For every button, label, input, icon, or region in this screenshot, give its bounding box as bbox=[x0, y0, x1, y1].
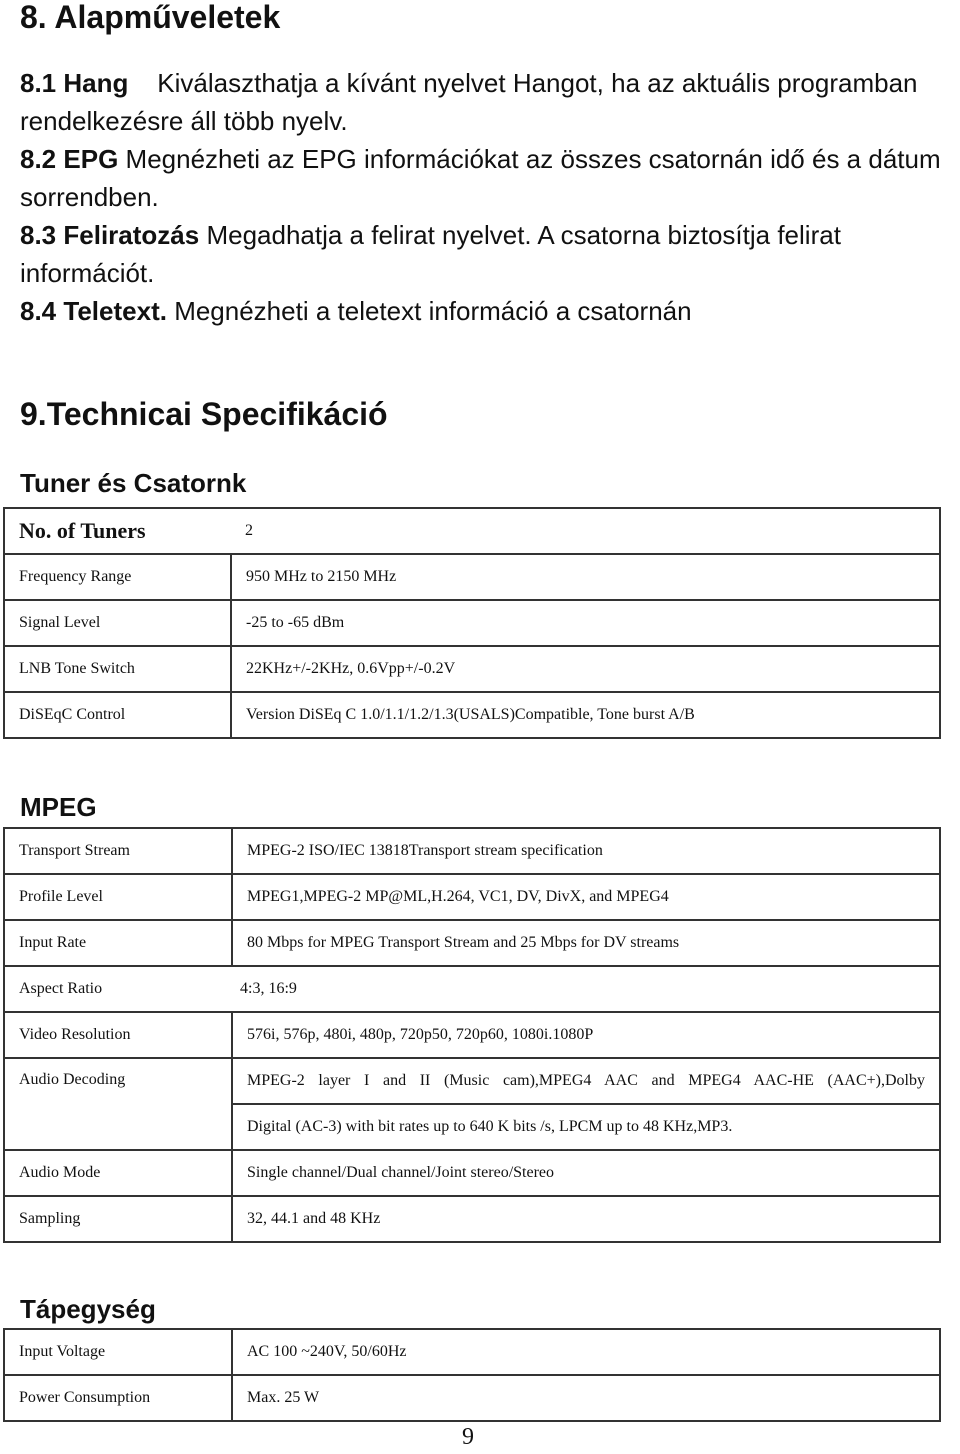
item-8-2: 8.2 EPG Megnézheti az EPG információkat az összes csatornán idő és a dátum bbox=[20, 144, 941, 174]
row-label: Profile Level bbox=[4, 874, 232, 920]
table-row bbox=[4, 1012, 940, 1058]
table-row bbox=[4, 1058, 940, 1150]
mpeg-table bbox=[3, 827, 941, 1243]
section-9-title: 9.Technicai Specifikáció bbox=[20, 396, 388, 432]
item-8-3-cont: információt. bbox=[20, 258, 155, 288]
item-8-2-cont: sorrendben. bbox=[20, 182, 159, 212]
tuner-table bbox=[3, 507, 941, 739]
table-row bbox=[4, 874, 940, 920]
table-row bbox=[4, 1150, 940, 1196]
row-value: 32, 44.1 and 48 KHz bbox=[232, 1196, 940, 1242]
row-label: Signal Level bbox=[4, 600, 231, 646]
tuner-heading: Tuner és Csatornk bbox=[20, 468, 247, 498]
row-label: Aspect Ratio bbox=[4, 966, 232, 1012]
row-label: Input Rate bbox=[4, 920, 232, 966]
table-row bbox=[4, 828, 940, 874]
table-row bbox=[4, 1329, 940, 1375]
table-row bbox=[4, 554, 940, 600]
row-value: 4:3, 16:9 bbox=[232, 966, 940, 1012]
item-8-3: 8.3 Feliratozás Megadhatja a felirat nyelvet. A csatorna biztosítja felirat bbox=[20, 220, 841, 250]
row-label: Input Voltage bbox=[4, 1329, 232, 1375]
row-label: No. of Tuners bbox=[4, 508, 231, 554]
row-label: Frequency Range bbox=[4, 554, 231, 600]
row-value: MPEG-2 layer I and II (Music cam),MPEG4 AAC and MPEG4 AAC-HE (AAC+),Dolby Digital (AC-3) with bit rates up to 640 K bits /s, LPCM up to 48 KHz,MP3. bbox=[232, 1058, 940, 1150]
row-label: Audio Decoding bbox=[4, 1058, 232, 1150]
table-row bbox=[4, 920, 940, 966]
item-8-4: 8.4 Teletext. Megnézheti a teletext információ a csatornán bbox=[20, 296, 692, 326]
row-value: MPEG-2 ISO/IEC 13818Transport stream specification bbox=[232, 828, 940, 874]
row-value: Single channel/Dual channel/Joint stereo/Stereo bbox=[232, 1150, 940, 1196]
section-8-title: 8. Alapműveletek bbox=[20, 0, 281, 35]
power-heading: Tápegység bbox=[20, 1294, 156, 1324]
row-value: -25 to -65 dBm bbox=[231, 600, 940, 646]
row-label: DiSEqC Control bbox=[4, 692, 231, 738]
row-value: 80 Mbps for MPEG Transport Stream and 25 Mbps for DV streams bbox=[232, 920, 940, 966]
item-8-1: 8.1 Hang Kiválaszthatja a kívánt nyelvet Hangot, ha az aktuális programban bbox=[20, 68, 918, 98]
table-row bbox=[4, 692, 940, 738]
row-label: Audio Mode bbox=[4, 1150, 232, 1196]
row-value: 950 MHz to 2150 MHz bbox=[231, 554, 940, 600]
row-value: AC 100 ~240V, 50/60Hz bbox=[232, 1329, 940, 1375]
table-row bbox=[4, 508, 940, 554]
page-number: 9 bbox=[462, 1424, 474, 1450]
table-row bbox=[4, 646, 940, 692]
row-label: Power Consumption bbox=[4, 1375, 232, 1421]
row-label: LNB Tone Switch bbox=[4, 646, 231, 692]
power-table bbox=[3, 1328, 941, 1422]
table-row bbox=[4, 600, 940, 646]
table-row bbox=[4, 1196, 940, 1242]
item-8-1-cont: rendelkezésre áll több nyelv. bbox=[20, 106, 348, 136]
row-value: 22KHz+/-2KHz, 0.6Vpp+/-0.2V bbox=[231, 646, 940, 692]
table-row bbox=[4, 1375, 940, 1421]
row-value: Max. 25 W bbox=[232, 1375, 940, 1421]
mpeg-heading: MPEG bbox=[20, 792, 97, 822]
row-value: 576i, 576p, 480i, 480p, 720p50, 720p60, 1080i.1080P bbox=[232, 1012, 940, 1058]
row-label: Transport Stream bbox=[4, 828, 232, 874]
row-value: 2 bbox=[231, 508, 940, 554]
row-label: Sampling bbox=[4, 1196, 232, 1242]
table-row bbox=[4, 966, 940, 1012]
row-value: MPEG1,MPEG-2 MP@ML,H.264, VC1, DV, DivX, and MPEG4 bbox=[232, 874, 940, 920]
row-value: Version DiSEq C 1.0/1.1/1.2/1.3(USALS)Compatible, Tone burst A/B bbox=[231, 692, 940, 738]
row-label: Video Resolution bbox=[4, 1012, 232, 1058]
